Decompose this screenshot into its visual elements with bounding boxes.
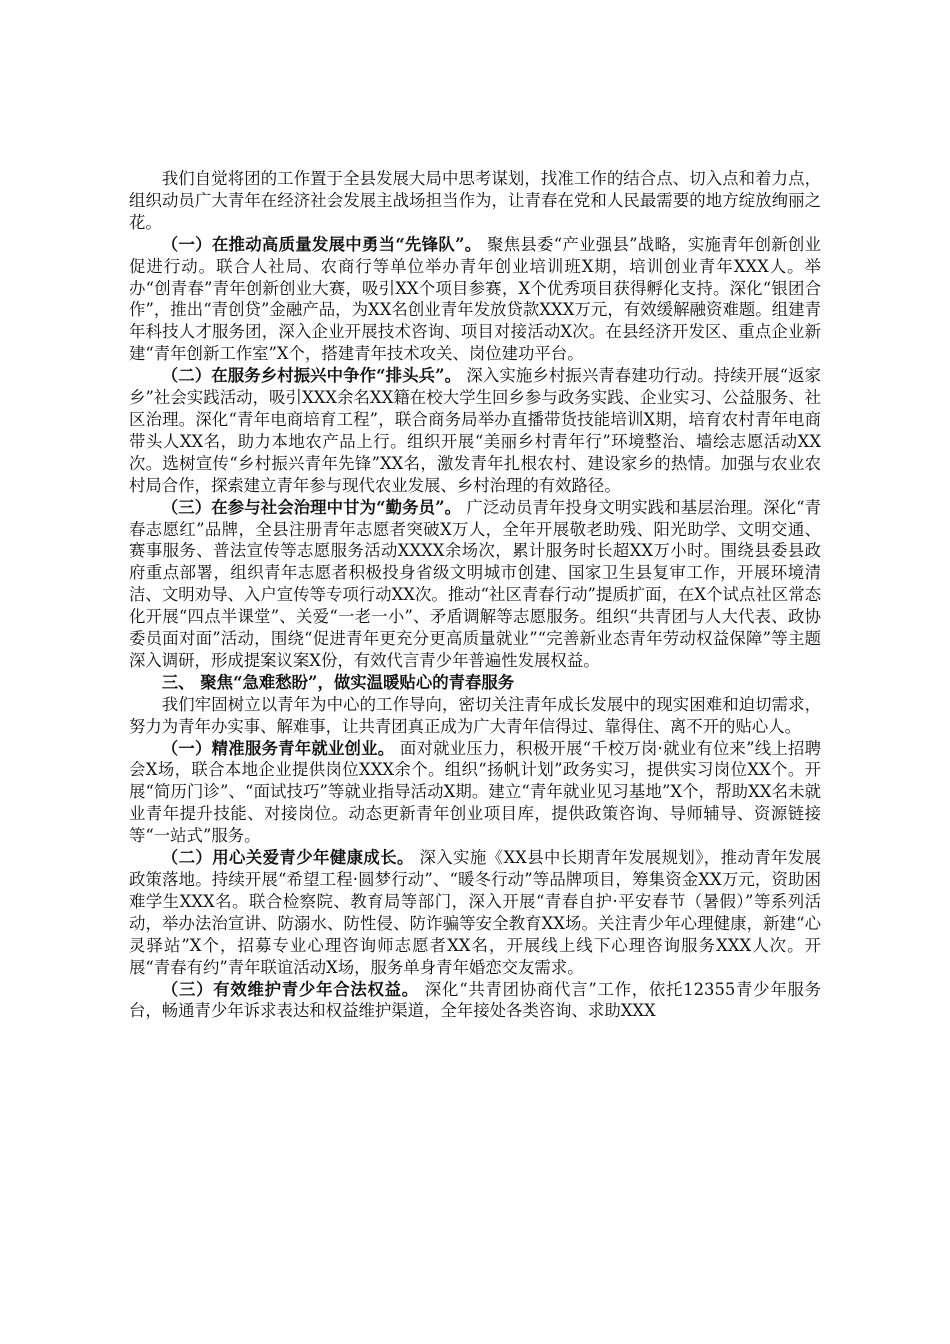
section2-item-2-text: 深入实施乡村振兴青春建功行动。持续开展“返家乡”社会实践活动，吸引XXX余名XX籍在校大学生回乡参与政务实践、企业实习、公益服务、社区治理。深化“青年电商培育工程”，联合商务局举办直播带货技能培训X期，培育农村青年电商带头人XX名，助力本地农产品上行。组织开展“美丽乡村青年行”环境整治、墙绘志愿活动XX次。选树宣传“乡村振兴青年先锋”XX名，激发青年扎根农村、建设家乡的热情。加强与农业农村局合作，探索建立青年参与现代农业发展、乡村治理的有效路径。 — [129, 366, 821, 495]
section3-heading: 三、 聚焦“急难愁盼”，做实温暖贴心的青春服务 — [161, 672, 515, 692]
section3-item-1-lead: （一）精准服务青年就业创业。 — [161, 738, 395, 758]
section3-item-1-text: 面对就业压力，积极开展“千校万岗·就业有位来”线上招聘会X场，联合本地企业提供岗位XXX余个。组织“扬帆计划”政务实习，提供实习岗位XX个。开展“简历门诊”、“面试技巧”等就业指导活动X期。建立“青年就业见习基地”X个，帮助XX名未就业青年提升技能、对接岗位。动态更新青年创业项目库，提供政策咨询、导师辅导、资源链接等“一站式”服务。 — [129, 738, 822, 846]
section2-item-2-lead: （二）在服务乡村振兴中争作“排头兵”。 — [161, 366, 462, 386]
section3-item-2 — [129, 847, 821, 978]
section3-item-2-lead: （二）用心关爱青少年健康成长。 — [161, 848, 414, 868]
section3-item-3 — [129, 979, 821, 1023]
section2-item-3 — [129, 497, 821, 672]
section2-item-3-lead: （三）在参与社会治理中甘为“勤务员”。 — [161, 497, 462, 517]
section2-item-1-lead: （一）在推动高质量发展中勇当“先锋队”。 — [161, 234, 482, 254]
document-page — [129, 168, 821, 1022]
section3-item-1 — [129, 738, 821, 848]
section3-intro-text: 我们牢固树立以青年为中心的工作导向，密切关注青年成长发展中的现实困难和迫切需求，努力为青年办实事、解难事，让共青团真正成为广大青年信得过、靠得住、离不开的贴心人。 — [129, 694, 821, 736]
section2-item-2 — [129, 365, 821, 496]
section2-item-1-text: 聚焦县委“产业强县”战略，实施青年创新创业促进行动。联合人社局、农商行等单位举办青年创业培训班X期，培训创业青年XXX人。举办“创青春”青年创新创业大赛，吸引XX个项目参赛，X个优秀项目获得孵化支持。深化“银团合作”，推出“青创贷”金融产品，为XX名创业青年发放贷款XXX万元，有效缓解融资难题。组建青年科技人才服务团，深入企业开展技术咨询、项目对接活动X次。在县经济开发区、重点企业新建“青年创新工作室”X个，搭建青年技术攻关、岗位建功平台。 — [129, 234, 822, 364]
section3-item-3-text: 深化“共青团协商代言”工作，依托12355青少年服务台，畅通青少年诉求表达和权益维护渠道，全年接处各类咨询、求助XXX — [129, 979, 822, 1021]
section3-intro — [129, 694, 821, 738]
section2-item-1 — [129, 234, 821, 365]
section3-item-2-text: 深入实施《XX县中长期青年发展规划》，推动青年发展政策落地。持续开展“希望工程·圆梦行动”、“暖冬行动”等品牌项目，筹集资金XX万元，资助困难学生XXX名。联合检察院、教育局等部门，深入开展“青春自护·平安春节（暑假）”等系列活动，举办法治宣讲、防溺水、防性侵、防诈骗等安全教育XX场。关注青少年心理健康，新建“心灵驿站”X个，招募专业心理咨询师志愿者XX名，开展线上线下心理咨询服务XXX人次。开展“青春有约”青年联谊活动X场，服务单身青年婚恋交友需求。 — [129, 848, 821, 977]
section2-item-3-text: 广泛动员青年投身文明实践和基层治理。深化“青春志愿红”品牌，全县注册青年志愿者突破X万人，全年开展敬老助残、阳光助学、文明交通、赛事服务、普法宣传等志愿服务活动XXXX余场次，累计服务时长超XX万小时。围绕县委县政府重点部署，组织青年志愿者积极投身省级文明城市创建、国家卫生县复审工作，开展环境清洁、文明劝导、入户宣传等专项行动XX次。推动“社区青春行动”提质扩面，在X个试点社区常态化开展“四点半课堂”、关爱“一老一小”、矛盾调解等志愿服务。组织“共青团与人大代表、政协委员面对面”活动，围绕“促进青年更充分更高质量就业”“完善新业态青年劳动权益保障”等主题深入调研，形成提案议案X份，有效代言青少年普遍性发展权益。 — [129, 497, 821, 670]
intro-text: 我们自觉将团的工作置于全县发展大局中思考谋划，找准工作的结合点、切入点和着力点，组织动员广大青年在经济社会发展主战场担当作为，让青春在党和人民最需要的地方绽放绚丽之花。 — [129, 169, 821, 232]
section3-item-3-lead: （三）有效维护青少年合法权益。 — [161, 979, 419, 999]
intro-paragraph — [129, 168, 821, 234]
